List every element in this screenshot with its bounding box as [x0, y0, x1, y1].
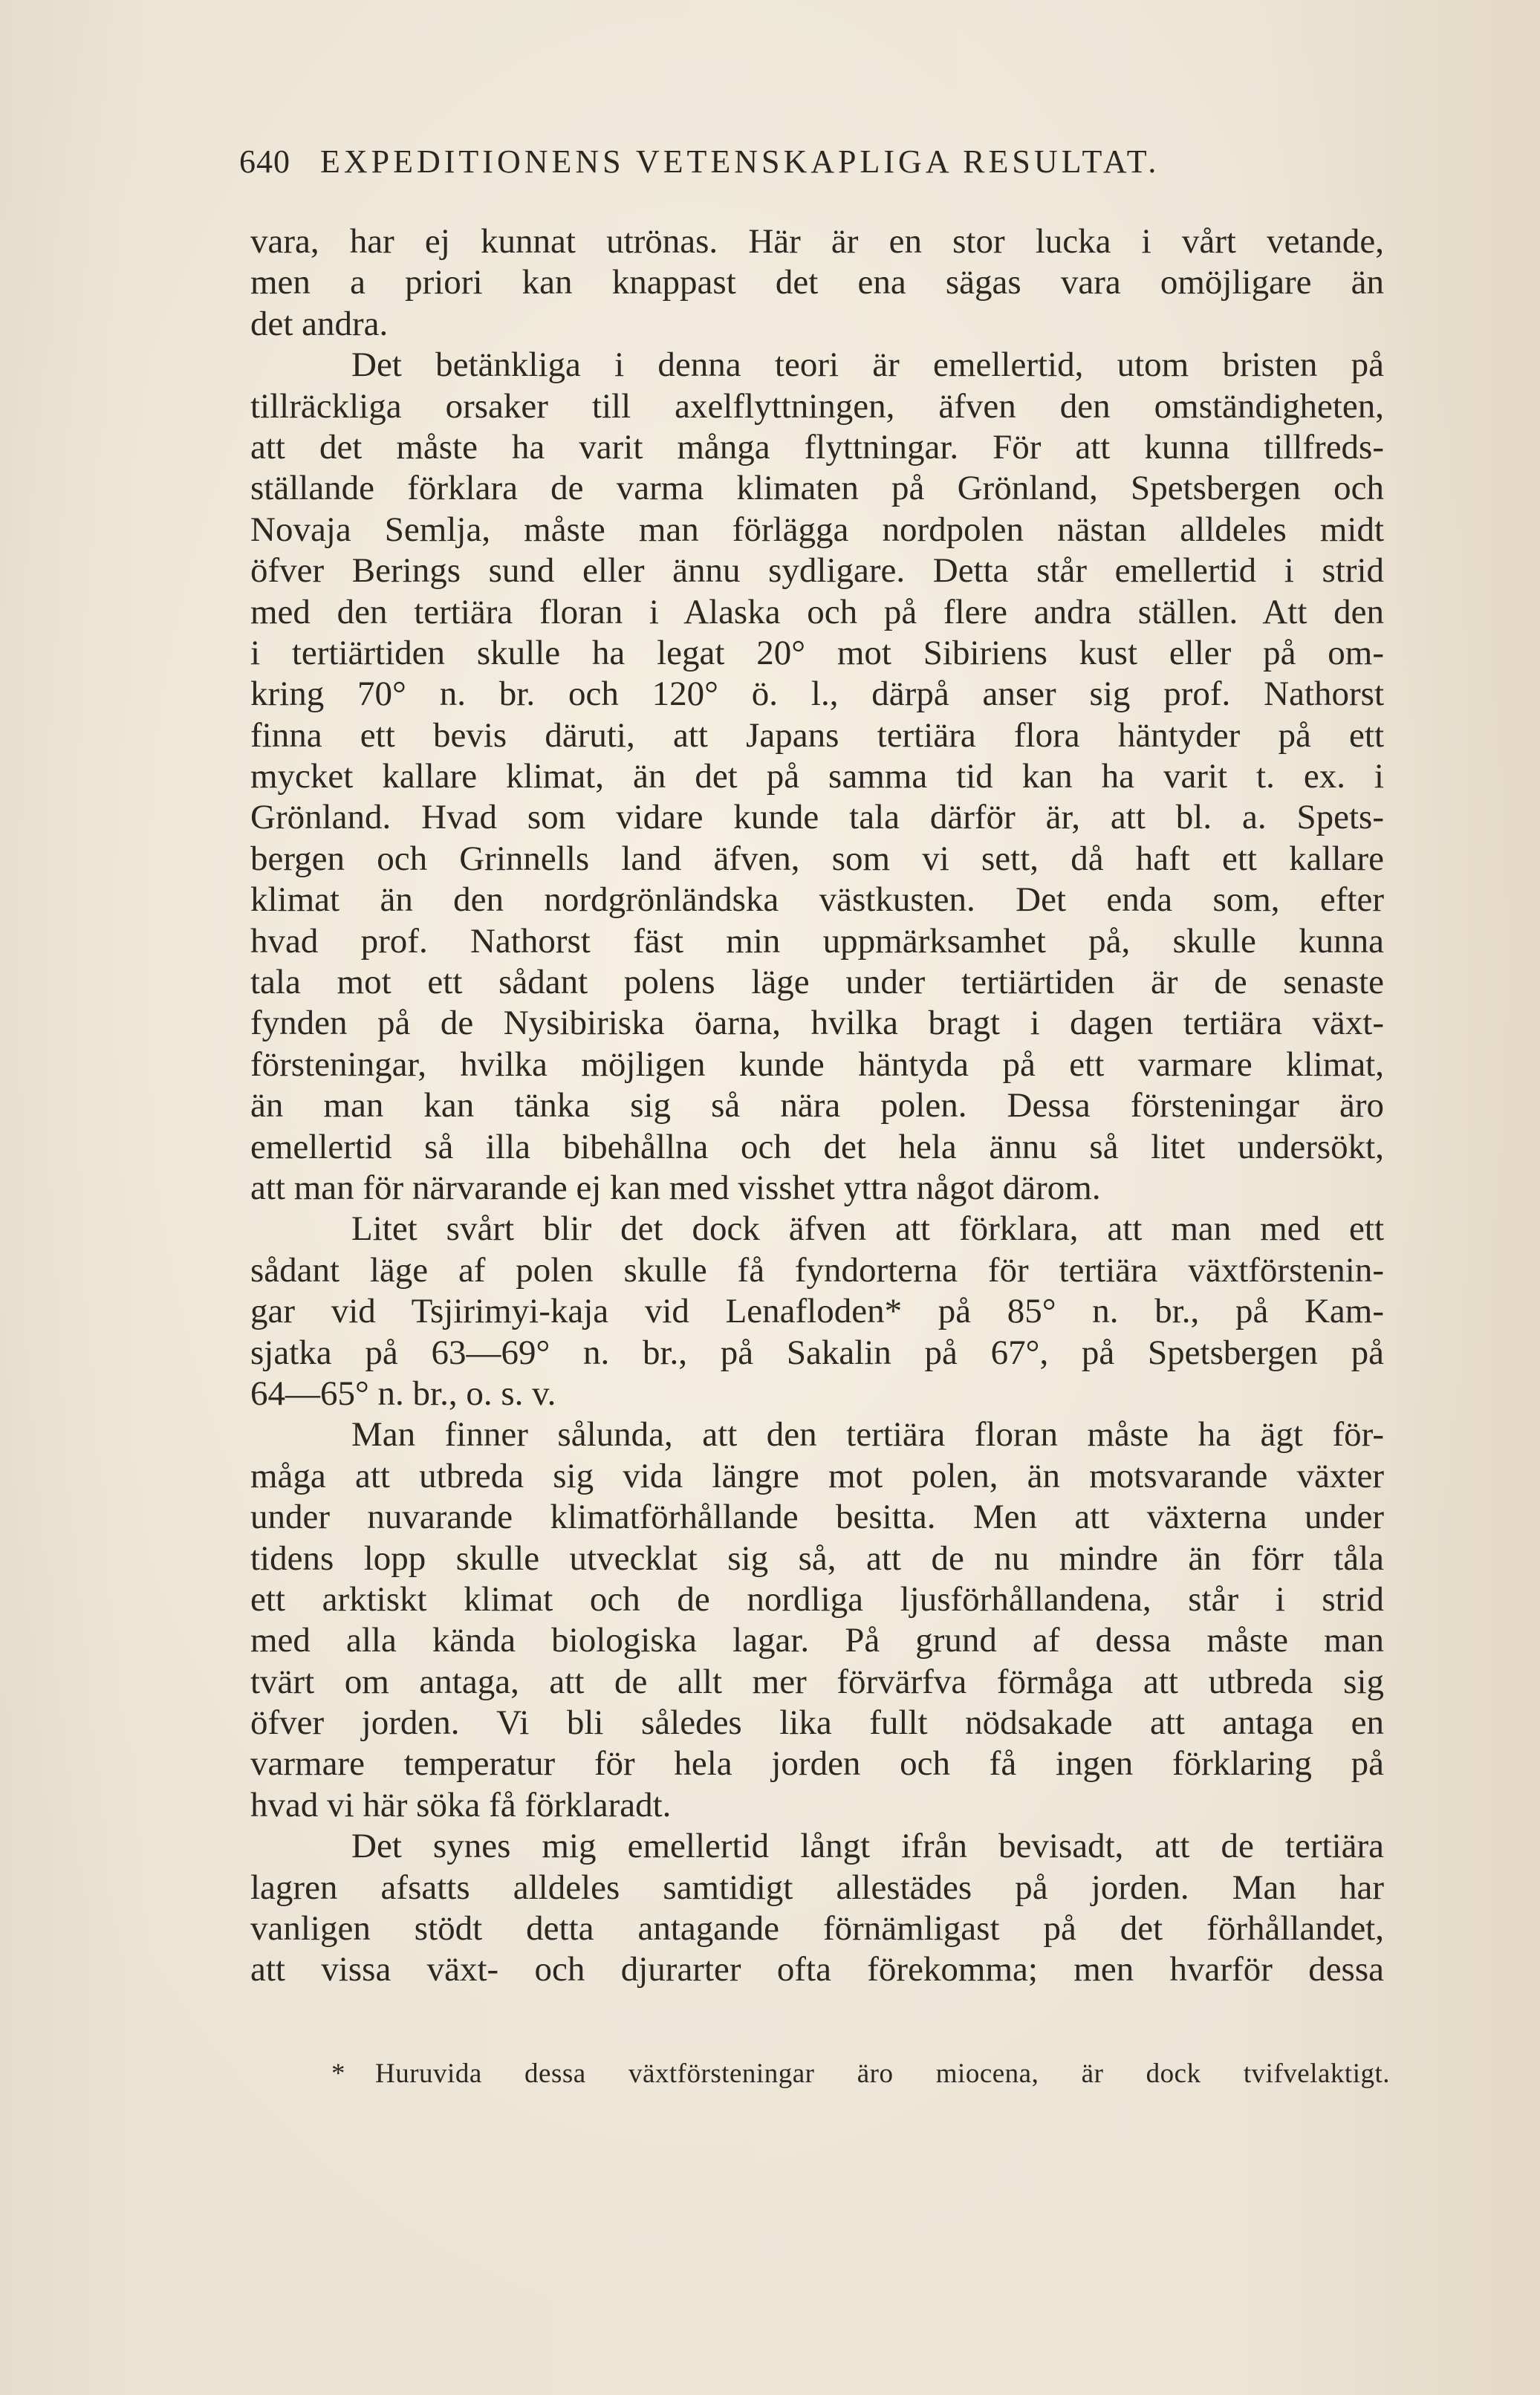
text-line: att det måste ha varit många flyttningar. För att kunna tillfreds-: [250, 427, 1384, 467]
text-line: försteningar, hvilka möjligen kunde häntyda på ett varmare klimat,: [250, 1044, 1384, 1084]
text-line: Man finner sålunda, att den tertiära floran måste ha ägt för-: [351, 1415, 1384, 1455]
text-line: öfver jorden. Vi bli således lika fullt nödsakade att antaga en: [250, 1703, 1384, 1743]
text-line: 64—65° n. br., o. s. v.: [250, 1374, 556, 1413]
footnote: [331, 2058, 1390, 2090]
text-line: varmare temperatur för hela jorden och få ingen förklaring på: [250, 1744, 1384, 1784]
text-line: det andra.: [250, 304, 389, 343]
text-line: fynden på de Nysibiriska öarna, hvilka bragt i dagen tertiära växt-: [250, 1004, 1384, 1043]
text-line: sjatka på 63—69° n. br., på Sakalin på 67°, på Spetsbergen på: [250, 1333, 1384, 1372]
text-line: under nuvarande klimatförhållande besitta. Men att växterna under: [250, 1498, 1384, 1537]
text-line: mycket kallare klimat, än det på samma tid kan ha varit t. ex. i: [250, 757, 1384, 796]
text-line: tillräckliga orsaker till axelflyttningen, äfven den omständigheten,: [250, 386, 1384, 426]
text-line: ställande förklara de varma klimaten på Grönland, Spetsbergen och: [250, 469, 1384, 508]
text-line: finna ett bevis däruti, att Japans tertiära flora häntyder på ett: [250, 715, 1384, 755]
text-line: lagren afsatts alldeles samtidigt allestädes på jorden. Man har: [250, 1868, 1384, 1907]
text-line: tvärt om antaga, att de allt mer förvärfva förmåga att utbreda sig: [250, 1662, 1384, 1701]
text-line: emellertid så illa bibehållna och det hela ännu så litet undersökt,: [250, 1127, 1384, 1166]
text-line: sådant läge af polen skulle få fyndorterna för tertiära växtförstenin-: [250, 1250, 1384, 1290]
text-line: måga att utbreda sig vida längre mot polen, än motsvarande växter: [250, 1456, 1384, 1495]
text-line: än man kan tänka sig så nära polen. Dessa försteningar äro: [250, 1086, 1384, 1125]
text-line: tala mot ett sådant polens läge under tertiärtiden är de senaste: [250, 963, 1384, 1002]
running-header: [239, 143, 1272, 181]
text-line: ett arktiskt klimat och de nordliga ljusförhållandena, står i strid: [250, 1579, 1384, 1619]
text-line: kring 70° n. br. och 120° ö. l., därpå anser sig prof. Nathorst: [250, 675, 1384, 714]
page-number: 640: [239, 143, 290, 180]
text-line: Det synes mig emellertid långt ifrån bevisadt, att de tertiära: [351, 1827, 1384, 1866]
text-line: Grönland. Hvad som vidare kunde tala därför är, att bl. a. Spets-: [250, 798, 1384, 837]
footnote-text: Huruvida dessa växtförsteningar äro miocena, är dock tvifvelaktigt.: [375, 2058, 1390, 2089]
text-line: vanligen stödt detta antagande förnämligast på det förhållandet,: [250, 1909, 1384, 1949]
text-line: Litet svårt blir det dock äfven att förklara, att man med ett: [351, 1209, 1384, 1249]
text-line: gar vid Tsjirimyi-kaja vid Lenafloden* på 85° n. br., på Kam-: [250, 1292, 1384, 1331]
text-line: hvad vi här söka få förklaradt.: [250, 1785, 672, 1824]
footnote-mark: *: [331, 2058, 345, 2089]
text-line: vara, har ej kunnat utrönas. Här är en stor lucka i vårt vetande,: [250, 222, 1384, 261]
text-line: men a priori kan knappast det ena sägas vara omöjligare än: [250, 263, 1384, 302]
text-line: i tertiärtiden skulle ha legat 20° mot Sibiriens kust eller på om-: [250, 633, 1384, 672]
text-line: klimat än den nordgrönländska västkusten. Det enda som, efter: [250, 880, 1384, 920]
text-line: med den tertiära floran i Alaska och på flere andra ställen. Att den: [250, 592, 1384, 631]
text-line: att man för närvarande ej kan med visshet yttra något därom.: [250, 1168, 1101, 1207]
text-line: Det betänkliga i denna teori är emellertid, utom bristen på: [351, 345, 1384, 385]
text-line: tidens lopp skulle utvecklat sig så, att de nu mindre än förr tåla: [250, 1538, 1384, 1578]
text-line: Novaja Semlja, måste man förlägga nordpolen nästan alldeles midt: [250, 510, 1384, 549]
text-line: öfver Berings sund eller ännu sydligare. Detta står emellertid i strid: [250, 551, 1384, 591]
text-line: med alla kända biologiska lagar. På grund af dessa måste man: [250, 1621, 1384, 1660]
running-title: EXPEDITIONENS VETENSKAPLIGA RESULTAT.: [320, 143, 1160, 180]
body-text: [250, 221, 1384, 1991]
text-line: att vissa växt- och djurarter ofta förekomma; men hvarför dessa: [250, 1950, 1384, 1989]
text-line: bergen och Grinnells land äfven, som vi sett, då haft ett kallare: [250, 839, 1384, 878]
text-line: hvad prof. Nathorst fäst min uppmärksamhet på, skulle kunna: [250, 921, 1384, 961]
